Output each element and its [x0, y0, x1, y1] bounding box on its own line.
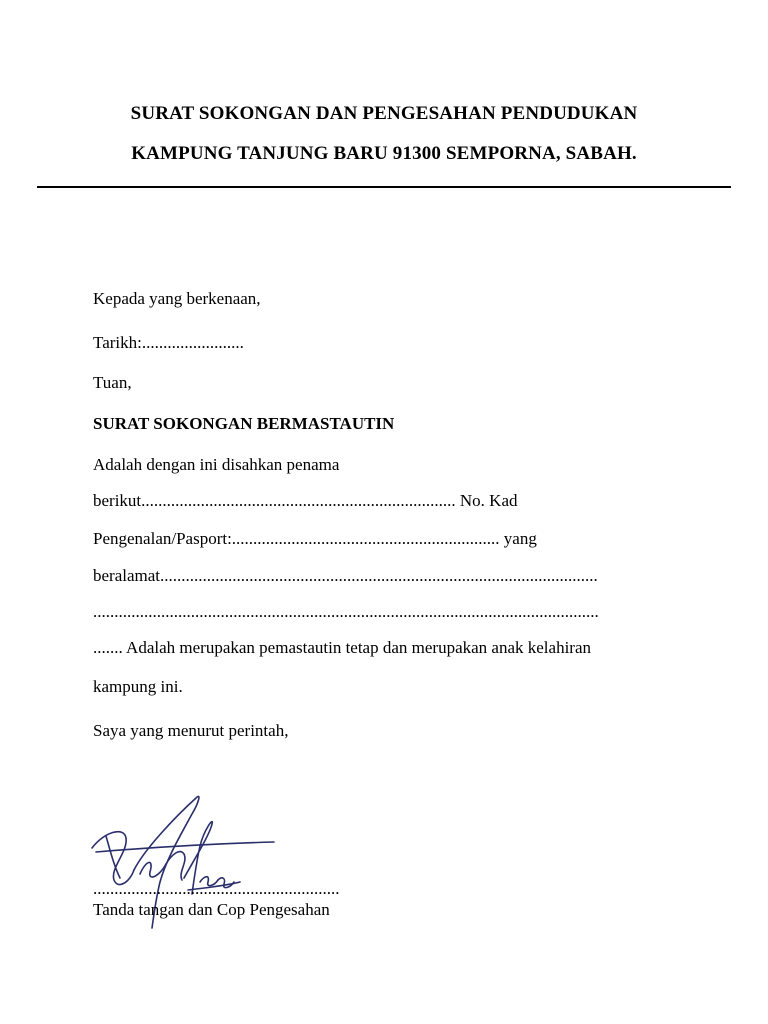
signature-dotted-line: .......................................................... [93, 879, 340, 898]
greeting: Tuan, [93, 373, 132, 392]
body-line-4: beralamat....................................................................................................... [93, 566, 598, 585]
body-line-3: Pengenalan/Pasport:............................................................... yang [93, 529, 537, 548]
body-line-6: ....... Adalah merupakan pemastautin tetap dan merupakan anak kelahiran [93, 638, 592, 657]
body-line-1: Adalah dengan ini disahkan penama [93, 455, 340, 474]
signature-caption: Tanda tangan dan Cop Pengesahan [93, 900, 330, 919]
document-title-line-2: KAMPUNG TANJUNG BARU 91300 SEMPORNA, SABAH. [131, 143, 637, 164]
letter-subject: SURAT SOKONGAN BERMASTAUTIN [93, 414, 395, 433]
document-title-line-1: SURAT SOKONGAN DAN PENGESAHAN PENDUDUKAN [130, 103, 638, 124]
header-divider [37, 186, 731, 188]
body-line-5: ....................................................................................................................... [93, 602, 599, 621]
body-line-2: berikut.......................................................................... No. Kad [93, 491, 518, 510]
salutation: Kepada yang berkenaan, [93, 289, 261, 308]
closing-line: Saya yang menurut perintah, [93, 721, 289, 740]
date-line: Tarikh:........................ [93, 333, 244, 352]
body-line-7: kampung ini. [93, 677, 183, 696]
